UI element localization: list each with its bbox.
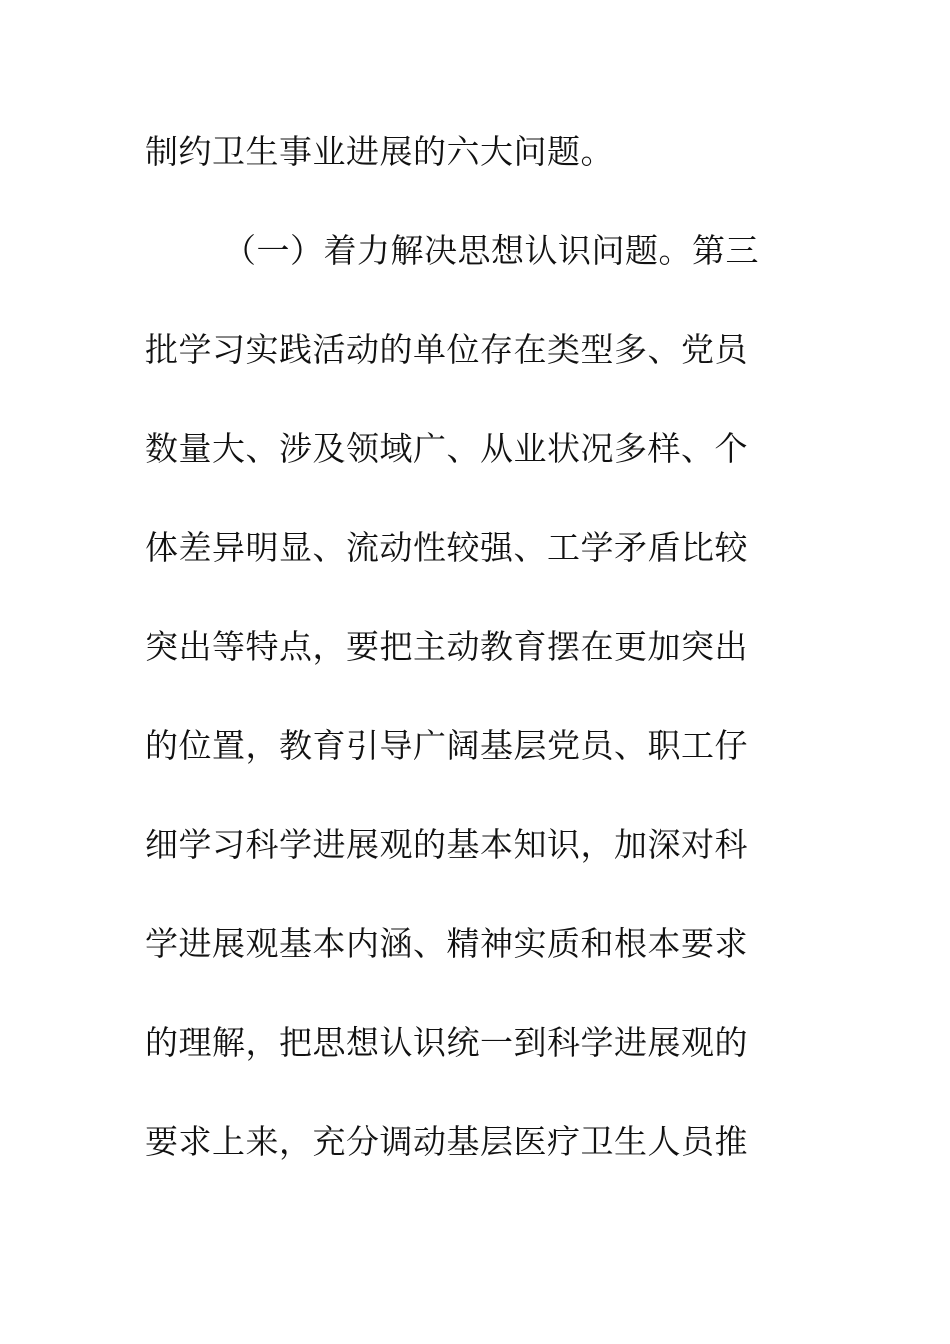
text-line-3: 批学习实践活动的单位存在类型多、党员 xyxy=(145,330,748,369)
text-line-10: 的理解，把思想认识统一到科学进展观的 xyxy=(145,1023,748,1062)
text-line-9: 学进展观基本内涵、精神实质和根本要求 xyxy=(145,924,748,963)
text-line-5: 体差异明显、流动性较强、工学矛盾比较 xyxy=(145,528,748,567)
text-line-6: 突出等特点，要把主动教育摆在更加突出 xyxy=(145,627,748,666)
section-heading-line: （一）着力解决思想认识问题。第三 xyxy=(223,231,759,270)
body-text xyxy=(145,123,785,1212)
text-line-7: 的位置，教育引导广阔基层党员、职工仔 xyxy=(145,726,748,765)
text-line-4: 数量大、涉及领域广、从业状况多样、个 xyxy=(145,429,748,468)
text-line-11: 要求上来，充分调动基层医疗卫生人员推 xyxy=(145,1122,748,1161)
text-line-8: 细学习科学进展观的基本知识，加深对科 xyxy=(145,825,748,864)
text-line-1: 制约卫生事业进展的六大问题。 xyxy=(145,132,614,171)
